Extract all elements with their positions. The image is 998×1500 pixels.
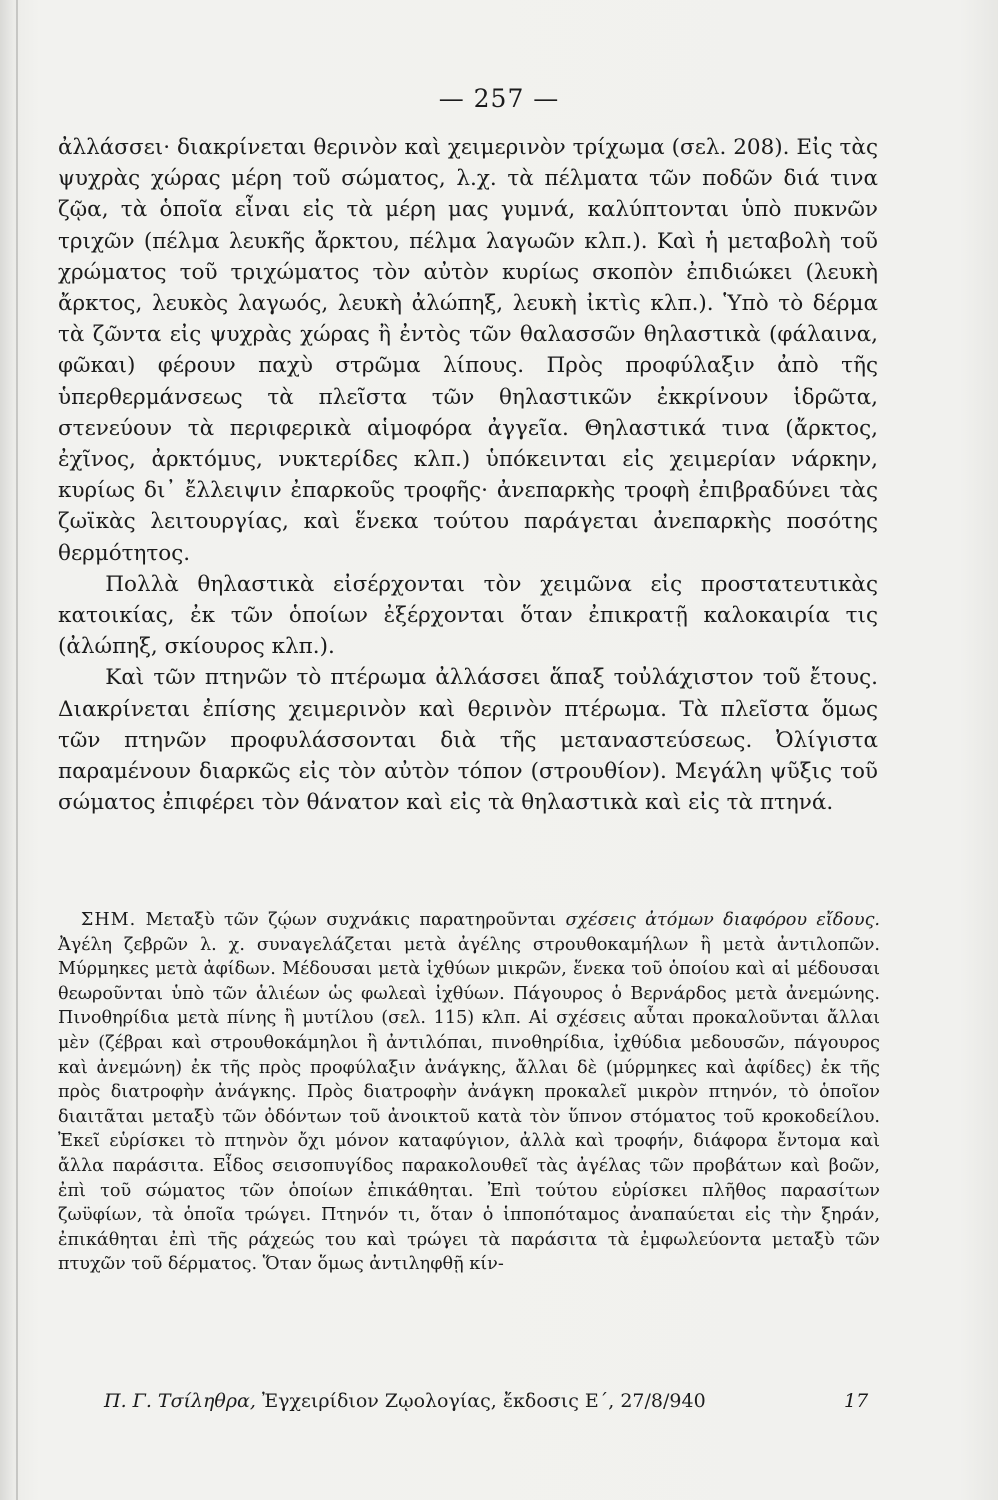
footer-title: Ἐγχειρίδιον Ζῳολογίας, ἔκδοσις Ε΄, 27/8/940	[261, 1390, 706, 1412]
note-label: ΣΗΜ.	[80, 910, 137, 930]
note-text: Ἀγέλη ζεβρῶν λ. χ. συναγελάζεται μετὰ ἀγέλης στρουθοκαμήλων ἢ μετὰ ἀντιλοπῶν. Μύρμηκες μετὰ ἀφίδων. Μέδουσαι μετὰ ἰχθύων μικρῶν, ἕνεκα τοῦ ὁποίου καὶ αἱ μέδουσαι θεωροῦνται ὑπὸ τῶν ἁλιέων ὡς φωλεαὶ ἰχθύων. Πάγουρος ὁ Βερνάρδος μετὰ ἀνεμώνης. Πινοθηρίδια μετὰ πίνης ἢ μυτίλου (σελ. 115) κλπ. Αἱ σχέσεις αὗται προκαλοῦνται ἄλλαι μὲν (ζέβραι καὶ στρουθοκάμηλοι ἢ ἀντιλόπαι, πινοθηρίδια, ἰχθύδια μεδουσῶν, πάγουρος καὶ ἀνεμώνη) ἐκ τῆς πρὸς προφύλαξιν ἀνάγκης, ἄλλαι δὲ (μύρμηκες καὶ ἀφίδες) ἐκ τῆς πρὸς διατροφὴν ἀνάγκης. Πρὸς διατροφὴν ἀνάγκη προκαλεῖ μικρὸν πτηνόν, τὸ ὁποῖον διαιτᾶται μεταξὺ τῶν ὀδόντων τοῦ ἀνοικτοῦ κατὰ τὸν ὕπνον στόματος τοῦ κροκοδείλου. Ἐκεῖ εὑρίσκει τὸ πτηνὸν ὄχι μόνον καταφύγιον, ἀλλὰ καὶ τροφήν, διάφορα ἔντομα καὶ ἄλλα παράσιτα. Εἶδος σεισοπυγίδος παρακολουθεῖ τὰς ἀγέλας τῶν προβάτων καὶ βοῶν, ἐπὶ τοῦ σώματος τῶν ὁποίων ἐπικάθηται. Ἐπὶ τούτου εὑρίσκει πλῆθος παρασίτων ζωϋφίων, τὰ ὁποῖα τρώγει. Πτηνόν τι, ὅταν ὁ ἱπποπόταμος ἀναπαύεται εἰς τὴν ξηράν, ἐπικάθηται ἐπὶ τῆς ράχεώς του καὶ τρώγει τὰ παράσιτα τὰ ἐμφωλεύοντα μεταξὺ τῶν πτυχῶν τοῦ δέρματος. Ὅταν ὅμως ἀντιληφθῇ κίν-	[58, 934, 880, 1275]
paragraph-1: ἀλλάσσει· διακρίνεται θερινὸν καὶ χειμερινὸν τρίχωμα (σελ. 208). Εἰς τὰς ψυχρὰς χώρας μέρη τοῦ σώματος, λ.χ. τὰ πέλματα τῶν ποδῶν διά τινα ζῷα, τὰ ὁποῖα εἶναι εἰς τὰ μέρη μας γυμνά, καλύπτονται ὑπὸ πυκνῶν τριχῶν (πέλμα λευκῆς ἄρκτου, πέλμα λαγωῶν κλπ.). Καὶ ἡ μεταβολὴ τοῦ χρώματος τοῦ τριχώματος τὸν αὐτὸν κυρίως σκοπὸν ἐπιδιώκει (λευκὴ ἄρκτος, λευκὸς λαγωός, λευκὴ ἀλώπηξ, λευκὴ ἰκτὶς κλπ.). Ὑπὸ τὸ δέρμα τὰ ζῶντα εἰς ψυχρὰς χώρας ἢ ἐντὸς τῶν θαλασσῶν θηλαστικὰ (φάλαινα, φῶκαι) φέρουν παχὺ στρῶμα λίπους. Πρὸς προφύλαξιν ἀπὸ τῆς ὑπερθερμάνσεως τὰ πλεῖστα τῶν θηλαστικῶν ἐκκρίνουν ἱδρῶτα, στενεύουν τὰ περιφερικὰ αἱμοφόρα ἀγγεῖα. Θηλαστικά τινα (ἄρκτος, ἐχῖνος, ἀρκτόμυς, νυκτερίδες κλπ.) ὑπόκεινται εἰς χειμερίαν νάρκην, κυρίως δι᾽ ἔλλειψιν ἐπαρκοῦς τροφῆς· ἀνεπαρκὴς τροφὴ ἐπιβραδύνει τὰς ζωϊκὰς λειτουργίας, καὶ ἕνεκα τούτου παράγεται ἀνεπαρκὴς ποσότης θερμότητος.	[58, 135, 878, 566]
page-gutter	[16, 0, 18, 1500]
paragraph-3: Καὶ τῶν πτηνῶν τὸ πτέρωμα ἀλλάσσει ἅπαξ τοὐλάχιστον τοῦ ἔτους. Διακρίνεται ἐπίσης χειμερινὸν καὶ θερινὸν πτέρωμα. Τὰ πλεῖστα ὅμως τῶν πτηνῶν προφυλάσσονται διὰ τῆς μεταναστεύσεως. Ὀλίγιστα παραμένουν διαρκῶς εἰς τὸν αὐτὸν τόπον (στρουθίον). Μεγάλη ψῦξις τοῦ σώματος ἐπιφέρει τὸν θάνατον καὶ εἰς τὰ θηλαστικὰ καὶ εἰς τὰ πτηνά.	[58, 665, 878, 816]
signature-mark: 17	[844, 1390, 869, 1412]
page-number: — 257 —	[438, 84, 560, 113]
paragraph-2: Πολλὰ θηλαστικὰ εἰσέρχονται τὸν χειμῶνα εἰς προστατευτικὰς κατοικίας, ἐκ τῶν ὁποίων ἐξέρχονται ὅταν ἐπικρατῇ καλοκαιρία τις (ἀλώπηξ, σκίουρος κλπ.).	[58, 571, 878, 660]
footnote-block	[58, 908, 880, 1277]
note-lead: Μεταξὺ τῶν ζῴων συχνάκις παρατηροῦνται	[145, 910, 557, 930]
note-emphasis: σχέσεις ἀτόμων διαφόρου εἴδους.	[565, 910, 881, 930]
footer-author: Π. Γ. Τσίληθρα,	[104, 1390, 256, 1412]
footer-reference	[104, 1390, 706, 1412]
footnote-paragraph	[58, 908, 880, 1277]
main-text	[58, 132, 878, 818]
